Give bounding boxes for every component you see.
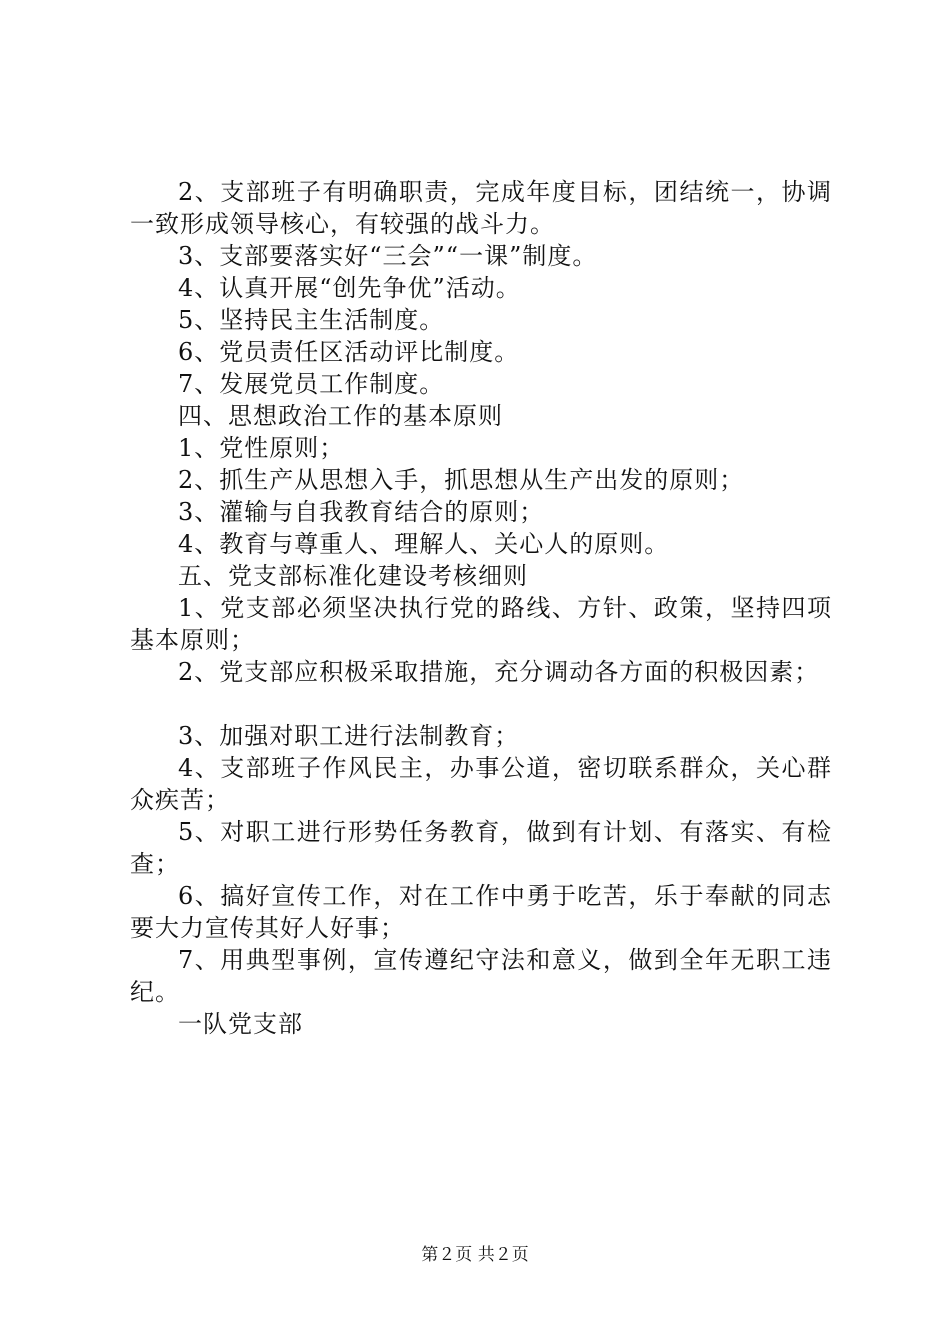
section-heading-5: 五、党支部标准化建设考核细则 [178, 562, 528, 590]
rule-item-1: 1、党支部必须坚决执行党的路线、方针、政策，坚持四项基本原则； [130, 594, 832, 654]
paragraph-3-meetings: 3、支部要落实好“三会”“一课”制度。 [178, 242, 598, 270]
rule-item-3: 3、加强对职工进行法制教育； [178, 722, 520, 750]
paragraph-4-excellence: 4、认真开展“创先争优”活动。 [178, 274, 521, 302]
principle-item-4: 4、教育与尊重人、理解人、关心人的原则。 [178, 530, 670, 558]
rule-item-7: 7、用典型事例，宣传遵纪守法和意义，做到全年无职工违纪。 [130, 946, 832, 1006]
section-heading-4: 四、思想政治工作的基本原则 [178, 402, 503, 430]
rule-item-2: 2、党支部应积极采取措施，充分调动各方面的积极因素； [178, 658, 820, 686]
paragraph-2-duties: 2、支部班子有明确职责，完成年度目标，团结统一，协调一致形成领导核心，有较强的战斗力。 [130, 178, 832, 238]
principle-item-3: 3、灌输与自我教育结合的原则； [178, 498, 545, 526]
rule-item-5: 5、对职工进行形势任务教育，做到有计划、有落实、有检查； [130, 818, 832, 878]
principle-item-2: 2、抓生产从思想入手，抓思想从生产出发的原则； [178, 466, 745, 494]
blank-line [130, 688, 832, 720]
rule-item-4: 4、支部班子作风民主，办事公道，密切联系群众，关心群众疾苦； [130, 754, 832, 814]
principle-item-1: 1、党性原则； [178, 434, 345, 462]
paragraph-7-member-development: 7、发展党员工作制度。 [178, 370, 445, 398]
page-number-footer: 第２页 共２页 [421, 1245, 529, 1265]
document-body [130, 176, 832, 1040]
paragraph-6-responsibility-zone: 6、党员责任区活动评比制度。 [178, 338, 520, 366]
paragraph-5-democratic-life: 5、坚持民主生活制度。 [178, 306, 445, 334]
rule-item-6: 6、搞好宣传工作，对在工作中勇于吃苦，乐于奉献的同志要大力宣传其好人好事； [130, 882, 832, 942]
signature-line: 一队党支部 [178, 1010, 303, 1038]
